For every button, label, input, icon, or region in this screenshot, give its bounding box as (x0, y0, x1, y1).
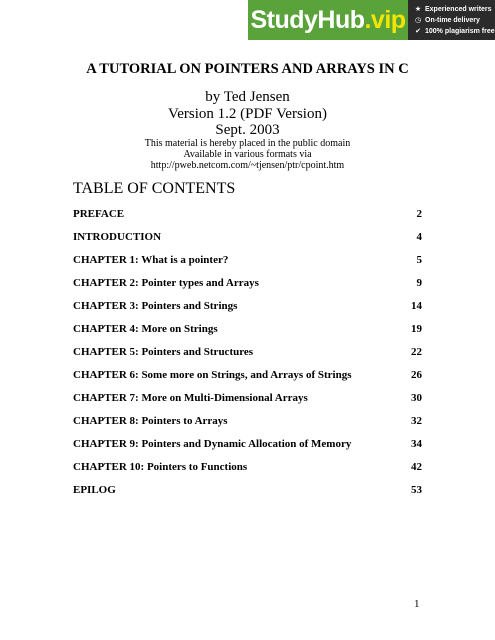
clock-icon: ◷ (414, 16, 422, 24)
toc-entry (73, 346, 422, 369)
toc-label: CHAPTER 10: Pointers to Functions (73, 461, 248, 473)
studyhub-logo[interactable] (248, 0, 408, 40)
toc-entry (73, 415, 422, 438)
feature-item (414, 15, 495, 26)
toc-label: CHAPTER 7: More on Multi-Dimensional Arrays (73, 392, 308, 404)
feature-label: Experienced writers (425, 5, 492, 13)
toc-label: CHAPTER 1: What is a pointer? (73, 254, 229, 266)
toc-page: 34 (411, 438, 422, 450)
toc-entry (73, 208, 422, 231)
notice-url: http://pweb.netcom.com/~tjensen/ptr/cpoint.htm (150, 160, 345, 171)
toc-label: CHAPTER 4: More on Strings (73, 323, 218, 335)
brand-suffix: .vip (364, 5, 406, 34)
feature-label: On-time delivery (425, 16, 480, 24)
toc-heading: TABLE OF CONTENTS (73, 180, 236, 197)
document-date: Sept. 2003 (215, 122, 280, 138)
toc-entry (73, 369, 422, 392)
toc-page: 9 (416, 277, 422, 289)
toc-entry (73, 277, 422, 300)
feature-item (414, 26, 495, 37)
feature-label: 100% plagiarism free (425, 27, 495, 35)
toc-entry (73, 231, 422, 254)
banner-features (408, 0, 495, 40)
toc-entry (73, 300, 422, 323)
toc-entry (73, 392, 422, 415)
toc-entry (73, 323, 422, 346)
toc-page: 2 (416, 208, 422, 220)
studyhub-banner[interactable] (248, 0, 495, 40)
toc-page: 42 (411, 461, 422, 473)
toc-page: 19 (411, 323, 422, 335)
check-icon: ✔ (415, 27, 421, 35)
toc-page: 22 (411, 346, 422, 358)
toc-page: 14 (411, 300, 422, 312)
feature-item (414, 4, 495, 15)
page-number: 1 (414, 598, 420, 610)
toc-page: 32 (411, 415, 422, 427)
toc-label: EPILOG (73, 484, 116, 496)
notice-line: This material is hereby placed in the public domain (144, 138, 351, 149)
toc-label: INTRODUCTION (73, 231, 162, 243)
toc-label: PREFACE (73, 208, 125, 220)
toc-page: 30 (411, 392, 422, 404)
table-of-contents (73, 208, 422, 507)
toc-label: CHAPTER 3: Pointers and Strings (73, 300, 238, 312)
toc-entry (73, 484, 422, 507)
toc-entry (73, 254, 422, 277)
document-title: A TUTORIAL ON POINTERS AND ARRAYS IN C (86, 61, 409, 77)
toc-page: 53 (411, 484, 422, 496)
star-icon: ★ (414, 5, 422, 13)
toc-label: CHAPTER 5: Pointers and Structures (73, 346, 254, 358)
toc-label: CHAPTER 2: Pointer types and Arrays (73, 277, 259, 289)
toc-entry (73, 461, 422, 484)
document-author: by Ted Jensen (205, 89, 290, 105)
toc-label: CHAPTER 8: Pointers to Arrays (73, 415, 228, 427)
toc-page: 5 (416, 254, 422, 266)
notice-line: Available in various formats via (183, 149, 312, 160)
toc-page: 26 (411, 369, 422, 381)
toc-label: CHAPTER 6: Some more on Strings, and Arrays of Strings (73, 369, 352, 381)
toc-entry (73, 438, 422, 461)
toc-page: 4 (416, 231, 422, 243)
document-version: Version 1.2 (PDF Version) (168, 106, 327, 122)
brand-main: StudyHub (250, 5, 365, 34)
toc-label: CHAPTER 9: Pointers and Dynamic Allocation of Memory (73, 438, 352, 450)
